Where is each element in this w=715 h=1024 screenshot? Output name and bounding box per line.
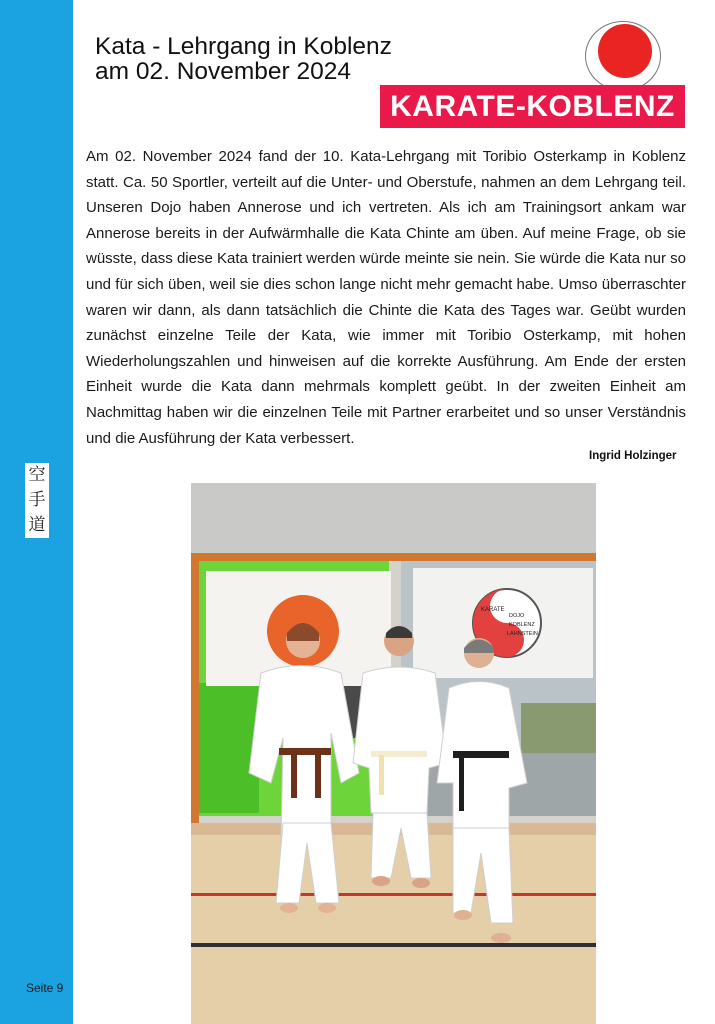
flag-text-3: KOBLENZ: [509, 622, 535, 628]
article-body: Am 02. November 2024 fand der 10. Kata-Lehrgang mit Toribio Osterkamp in Koblenz statt. Ca. 50 Sportler, verteilt auf die Unter- und Oberstufe, nahmen an dem Lehrgang teil. Unseren Dojo haben Annerose und ich vertreten. Als ich am Trainingsort ankam war Annerose bereits in der Aufwärmhalle die Kata Chinte am üben. Auf meine Frage, ob sie wüsste, dass diese Kata trainiert werden würde meinte sie nein. Sie würde die Kata nur so und für sich üben, weil sie dies schon lange nicht mehr gemacht habe. Umso überraschter waren wir dann, als dann tatsächlich die Chinte die Kata des Tages war. Geübt wurden zunächst einzelne Teile der Kata, wie immer mit Toribio Osterkamp, mit hohen Wiederholungszahlen und hinweisen auf die korrekte Ausführung. Am Ende der ersten Einheit wurde die Kata dann mehrmals komplett geübt. In der zweiten Einheit am Nachmittag haben wir die einzelnen Teile mit Partner erarbeitet und so unser Verständnis und die Ausführung der Kata verbessert.: [86, 148, 686, 447]
karate-koblenz-logo: KARATE-KOBLENZ: [380, 85, 685, 128]
kanji-do: 道: [28, 515, 46, 535]
title-line-2: am 02. November 2024: [95, 58, 352, 85]
karate-do-kanji: [25, 463, 49, 538]
flag-text-4: LAHNSTEIN: [507, 631, 538, 637]
flag-text-1: KARATE: [481, 607, 505, 613]
kanji-te: 手: [28, 490, 46, 510]
group-photo: [191, 483, 596, 1024]
article-author: Ingrid Holzinger: [589, 450, 677, 462]
title-line-1: Kata - Lehrgang in Koblenz: [95, 33, 392, 60]
flag-text-2: DOJO: [509, 613, 525, 619]
page-title: [95, 34, 392, 84]
page-number: Seite 9: [26, 981, 64, 995]
sidebar-stripe: [0, 0, 73, 1024]
kanji-kara: 空: [28, 465, 46, 485]
logo-red-dot: [598, 24, 652, 78]
